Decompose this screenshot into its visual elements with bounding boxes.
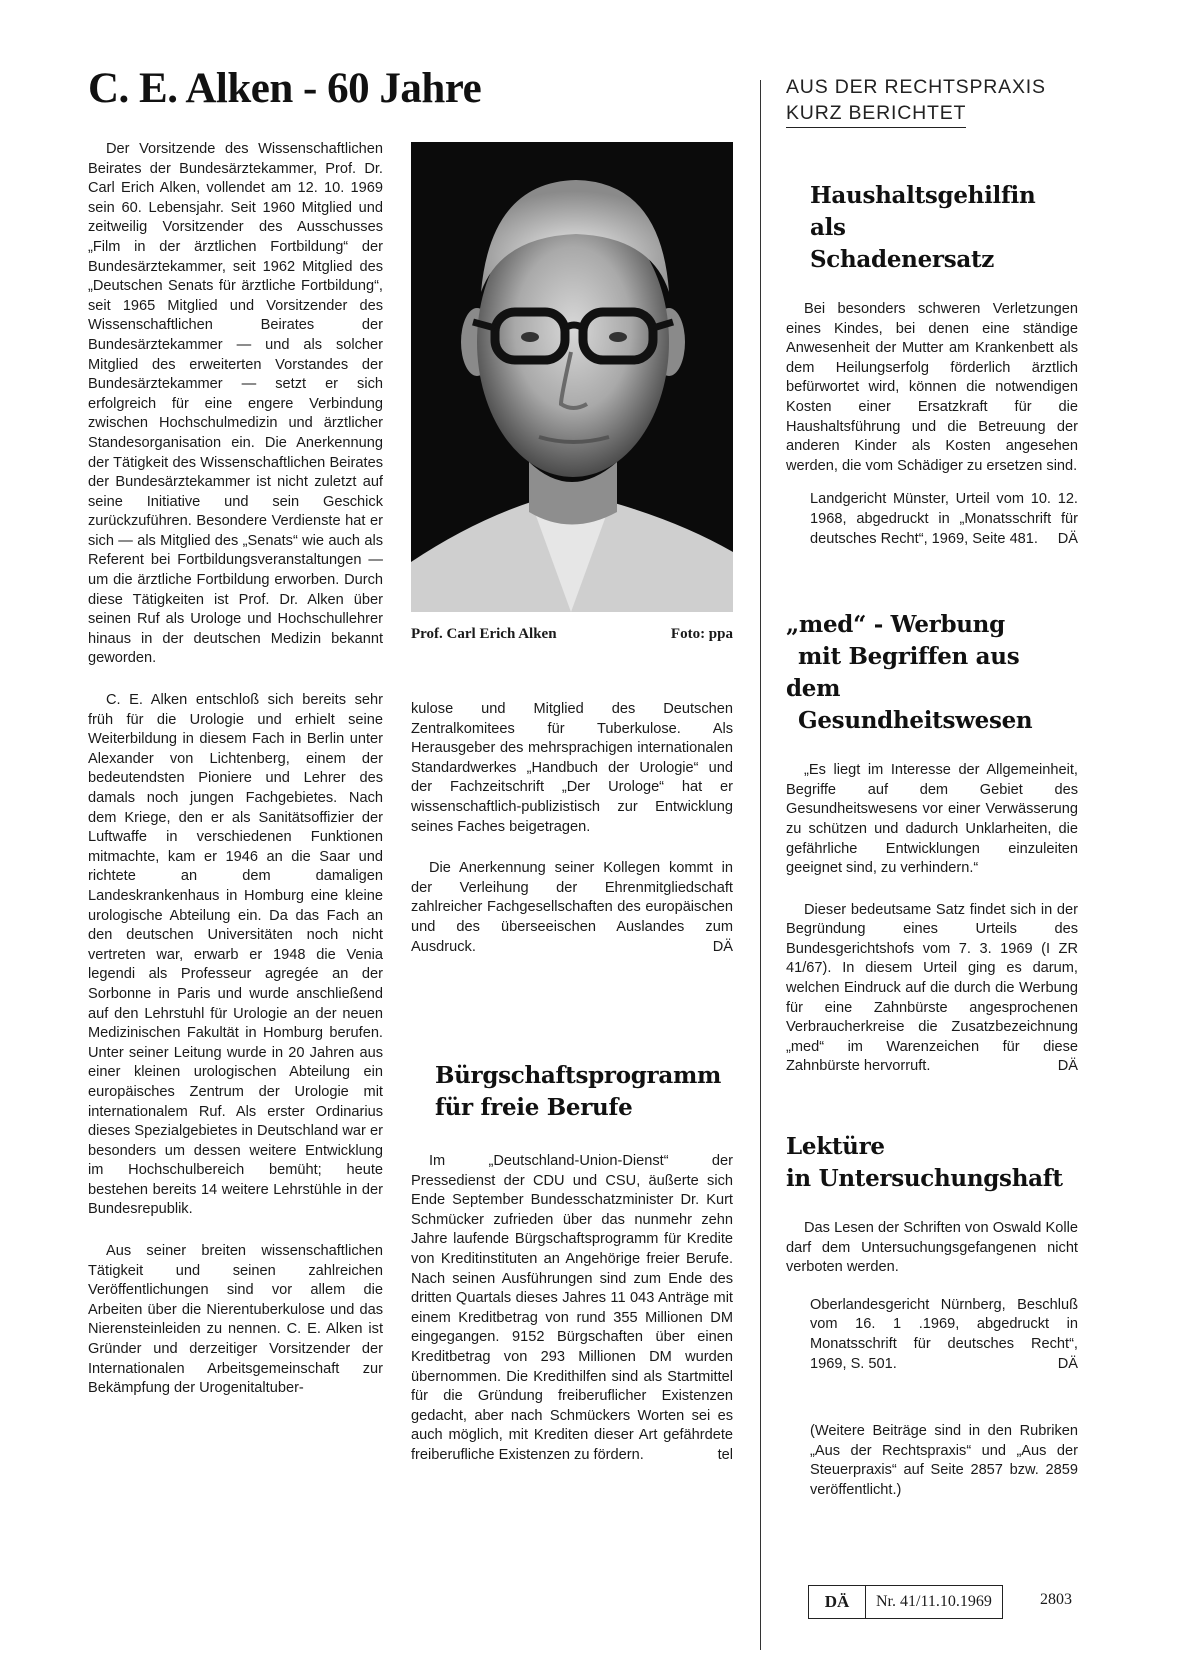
signature: tel — [717, 1446, 733, 1463]
signature: DÄ — [1057, 1355, 1078, 1372]
journal-logo: DÄ — [809, 1586, 866, 1618]
rubric-line-1: AUS DER RECHTSPRAXIS — [786, 76, 1046, 98]
med-paragraph: Dieser bedeutsame Satz findet sich in der Begründung eines Urteils des Bundesgerichtshofs vom 7. 3. 1969 (I ZR 41/67). In diesem Urteil ging es darum, welchen Eindruck auf die durch die Werbung für eine Zahnbürste angesprochenen Verbraucherkreise die Zusatzbezeichnung „med“ im Warenzeichen für diese Zahnbürste hervorruft. DÄ — [786, 901, 1078, 1077]
main-article-paragraph: Die Anerkennung seiner Kollegen kommt in der Verleihung der Ehrenmitgliedschaft zahlreicher Fachgesellschaften des europäischen und des überseeischen Auslandes zum Ausdruck. DÄ — [411, 859, 733, 957]
signature: DÄ — [712, 938, 733, 955]
med-quote: „Es liegt im Interesse der Allgemeinheit, Begriffe auf dem Gebiet des Gesundheitswesens vor einer Verwässerung zu schützen und dadurch Unklarheiten, die gefährliche Entwicklungen einzuleiten geeignet sind, zu verhindern.“ — [786, 762, 1078, 877]
right-column — [786, 180, 1078, 1520]
main-article-paragraph: Der Vorsitzende des Wissenschaftlichen Beirates der Bundesärztekammer, Prof. Dr. Carl Erich Alken, vollendet am 12. 10. 1969 sein 60. Lebensjahr. Seit 1960 Mitglied und zeitweilig Vorsitzender des Ausschusses „Film in der ärztlichen Fortbildung“ der Bundesärztekammer, seit 1962 Mitglied des „Deutschen Senats für ärztliche Fortbildung“, seit 1965 Mitglied und Vorsitzender des Wissenschaftlichen Beirates der Bundesärztekammer — und als solcher Mitglied des erweiterten Vorstandes der Bundesärztekammer — setzt er sich erfolgreich für eine engere Verbindung zwischen Hochschulmedizin und ärztlicher Standesorganisation ein. Die Anerkennung der Tätigkeit des Wissenschaftlichen Beirates der Bundesärztekammer ist nicht zuletzt auf seine Initiative und sein Geschick zurückzuführen. Besondere Verdienste hat er sich — als Mitglied des „Senats“ wie auch als Referent bei Fortbildungsveranstaltungen — um die ärztliche Fortbildung erworben. Durch diese Tätigkeiten ist Prof. Dr. Alken über seinen Ruf als Urologe und Hochschullehrer hinaus in der deutschen Medizin bekannt geworden. — [88, 141, 383, 667]
main-article-paragraph: kulose und Mitglied des Deutschen Zentralkomitees für Tuberkulose. Als Herausgeber des mehrsprachigen internationalen Standardwerkes „Handbuch der Urologie“ und der Fachzeitschrift „Der Urologe“ hat er wissenschaftlich-publizistisch zur Entwicklung seines Faches beigetragen. — [411, 701, 733, 835]
haushalt-paragraph: Bei besonders schweren Verletzungen eines Kindes, bei denen eine ständige Anwesenheit der Mutter am Krankenbett als dem Heilungserfolg förderlich ärztlich befürwortet wird, können die notwendigen Kosten einer Ersatzkraft für die Haushaltsführung und die Betreuung der anderen Kinder als Kosten angesehen werden, die vom Schädiger zu ersetzen sind. — [786, 301, 1078, 474]
lektuere-title: Lektüre in Untersuchungshaft — [786, 1133, 1063, 1193]
main-article-column-2 — [411, 700, 733, 957]
main-article-column-1 — [88, 140, 383, 1418]
signature: DÄ — [1057, 1058, 1078, 1075]
cross-reference-note: (Weitere Beiträge sind in den Rubriken „Aus der Rechtspraxis“ und „Aus der Steuerpraxis“ auf Seite 2857 bzw. 2859 veröffentlicht.) — [810, 1423, 1078, 1498]
lektuere-source: Oberlandesgericht Nürnberg, Beschluß vom 16. 1 .1969, abgedruckt in Monatsschrift für deutsches Recht“, 1969, S. 501. DÄ — [786, 1296, 1078, 1374]
article-title: C. E. Alken - 60 Jahre — [88, 65, 482, 112]
photo-credit: Foto: ppa — [670, 626, 733, 642]
med-title: „med“ - Werbung mit Begriffen aus dem Gesundheitswesen — [786, 611, 1033, 735]
main-article-paragraph: C. E. Alken entschloß sich bereits sehr früh für die Urologie und erhielt seine Weiterbildung in diesem Fach in Berlin unter Alexander von Lichtenberg, einem der bedeutendsten Pioniere und Lehrer des damals noch jungen Fachgebietes. Nach dem Kriege, den er als Sanitätsoffizier der Luftwaffe in verschiedenen Funktionen mitmachte, kam er 1946 an die Saar und richtete an dem damaligen Landeskrankenhaus in Homburg eine kleine urologische Abteilung ein. Da das Fach an den deutschen Universitäten noch nicht vertreten war, erwarb er 1948 die Venia legendi als Professeur agregée an der Sorbonne in Paris und wurde anschließend auf den Lehrstuhl für Urologie an der neuen Medizinischen Fakultät in Homburg berufen. Unter seiner Leitung wurde in 20 Jahren aus einer kleinen urologischen Abteilung ein europäisches Zentrum der Urologie mit internationalem Ruf. Als erster Ordinarius dieses Spezialgebietes in Deutschland war er besonders um dessen weitere Entwicklung im Hochschulbereich bemüht; heute bestehen bereits 14 weitere Lehrstühle in der Bundesrepublik. — [88, 692, 383, 1218]
page-number: 2803 — [1040, 1591, 1072, 1608]
buergschaft-article — [411, 1060, 733, 1485]
rubric-line-2: KURZ BERICHTET — [786, 100, 966, 128]
issue-footer — [808, 1585, 1003, 1619]
haushalt-source: Landgericht Münster, Urteil vom 10. 12. 1968, abgedruckt in „Monatsschrift für deutsches Recht“, 1969, Seite 481. DÄ — [786, 490, 1078, 549]
buergschaft-title: Bürgschaftsprogramm für freie Berufe — [435, 1062, 722, 1121]
buergschaft-paragraph: Im „Deutschland-Union-Dienst“ der Pressedienst der CDU und CSU, äußerte sich Ende September Bundesschatzminister Dr. Kurt Schmücker zufrieden über das nunmehr zehn Jahre laufende Bürgschaftsprogramm für Kredite von Kreditinstituten an Angehörige freier Berufe. Nach seinen Ausführungen sind zum Ende des dritten Quartals dieses Jahres 11 043 Anträge mit einem Kreditbetrag von rund 355 Millionen DM eingegangen. 9152 Bürgschaften über einen Kreditbetrag von 293 Millionen DM wurden übernommen. Die Kredithilfen sind als Startmittel für die Gründung freiberuflicher Existenzen gedacht, aber nach Schmückers Worten sei es auch möglich, mit Krediten dieser Art gefährdete freiberufliche Existenzen zu fördern. tel — [411, 1152, 733, 1466]
photo-caption — [411, 626, 733, 643]
lektuere-paragraph: Das Lesen der Schriften von Oswald Kolle darf dem Untersuchungsgefangenen nicht verboten werden. — [786, 1220, 1078, 1276]
main-article-paragraph: Aus seiner breiten wissenschaftlichen Tätigkeit und seinen zahlreichen Veröffentlichungen sind vor allem die Arbeiten über die Nierentuberkulose und das Nierensteinleiden zu nennen. C. E. Alken ist Gründer und derzeitiger Vorsitzender der Internationalen Arbeitsgemeinschaft zur Bekämpfung der Urogenitaltuber- — [88, 1243, 383, 1397]
photo-caption-name: Prof. Carl Erich Alken — [411, 626, 557, 642]
column-divider — [760, 80, 761, 1650]
portrait-photo — [411, 142, 733, 612]
haushalt-title: Haushaltsgehilfin als Schadenersatz — [810, 182, 1036, 273]
issue-number: Nr. 41/11.10.1969 — [876, 1593, 992, 1610]
rubric-header — [786, 74, 1046, 128]
portrait-illustration — [411, 142, 733, 612]
signature: DÄ — [1057, 530, 1078, 547]
